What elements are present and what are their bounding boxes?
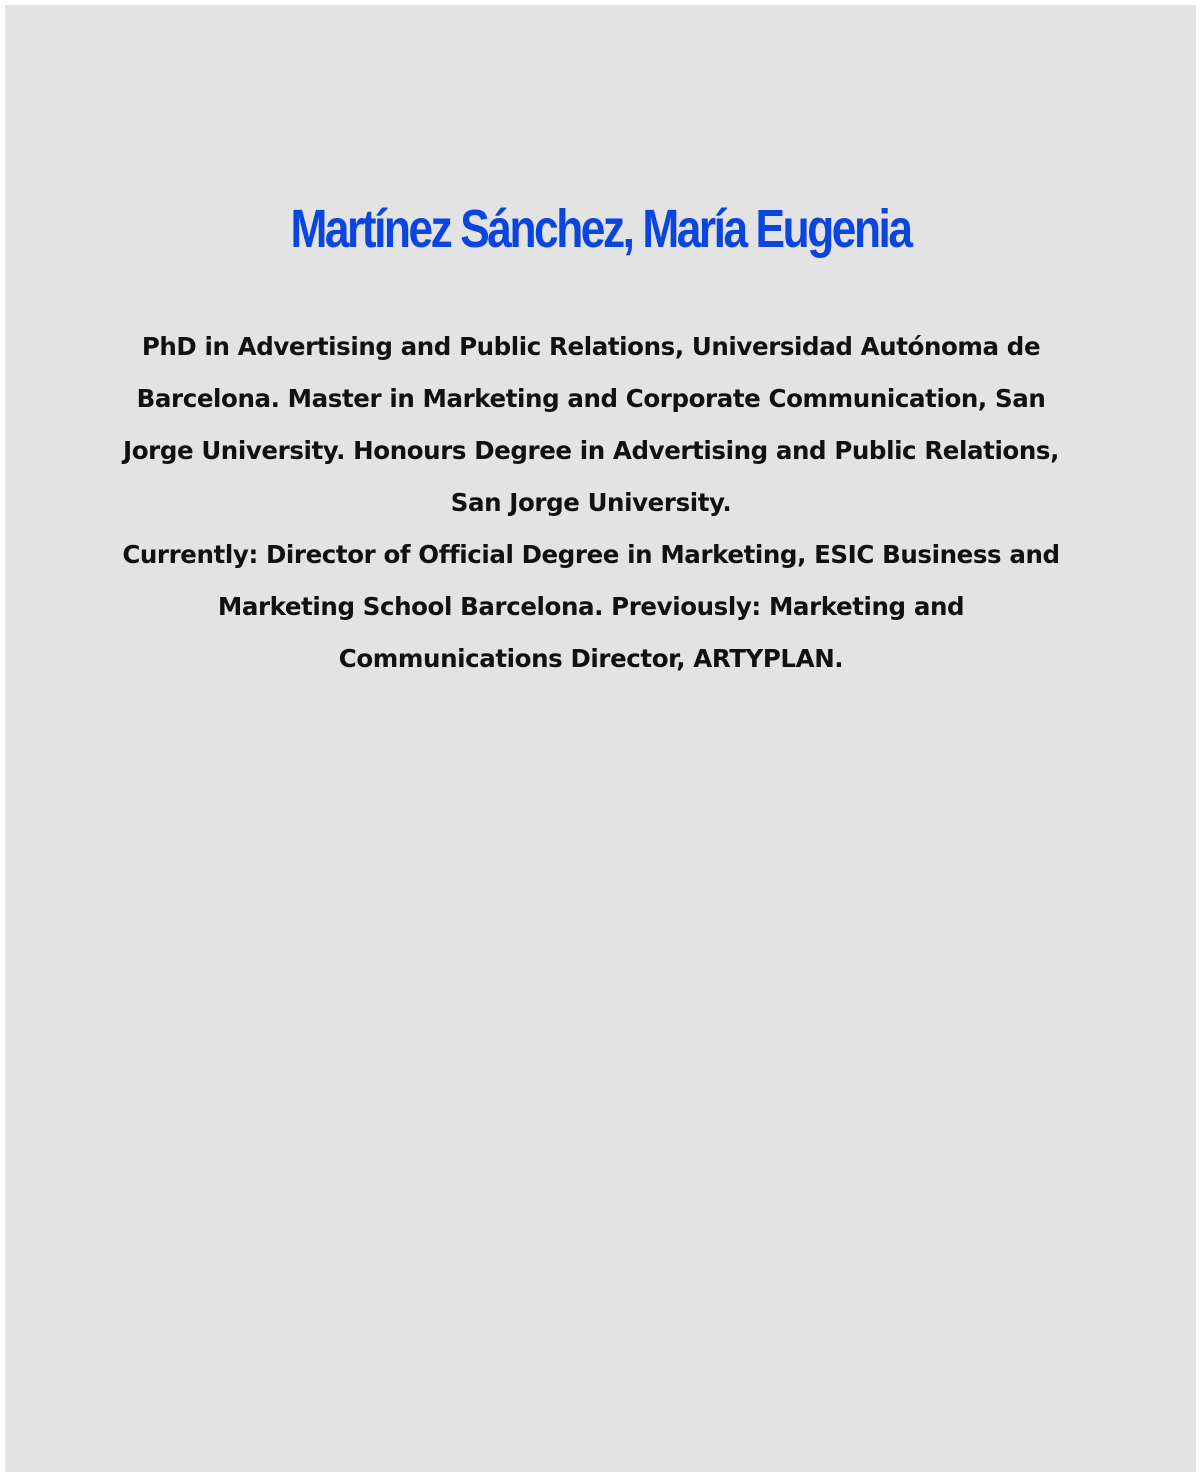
profile-card	[5, 5, 1196, 1472]
profile-education: PhD in Advertising and Public Relations, Universidad Autónoma de Barcelona. Master in Marketing and Corporate Communication, San Jorge University. Honours Degree in Advertising and Public Relations, San Jorge University.	[123, 332, 1059, 517]
profile-name: Martínez Sánchez, María Eugenia	[290, 199, 911, 259]
profile-career: Currently: Director of Official Degree in Marketing, ESIC Business and Marketing School Barcelona. Previously: Marketing and Communications Director, ARTYPLAN.	[122, 540, 1060, 673]
profile-bio	[105, 321, 1077, 685]
